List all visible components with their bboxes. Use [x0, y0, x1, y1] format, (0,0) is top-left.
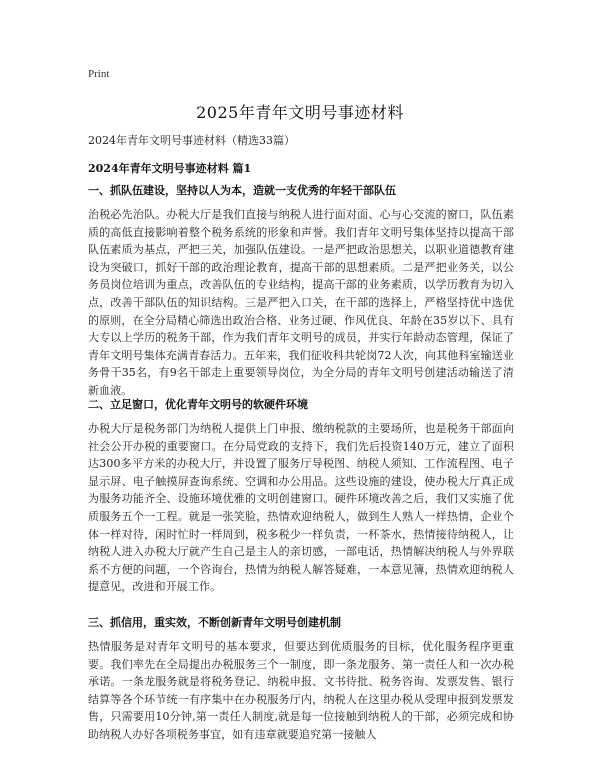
article-title: 2024年青年文明号事迹材料 篇1 [88, 162, 252, 175]
section-body-1: 治税必先治队。办税大厅是我们直接与纳税人进行面对面、心与心交流的窗口，队伍素质的高低直接影响着整个税务系统的形象和声誉。我们青年文明号集体坚持以提高干部队伍素质为基点，严把三关，加强队伍建设。一是严把政治思想关，以职业道德教育建设为突破口，抓好干部的政治理论教育，提高干部的思想素质。二是严把业务关，以公务员岗位培训为重点，改善队伍的专业结构，提高干部的业务素质，以学历教育为切入点，改善干部队伍的知识结构。三是严把入口关，在干部的选择上，严格坚持优中选优的原则，在全分局精心筛选出政治合格、业务过硬、作风优良、年龄在35岁以下、具有大专以上学历的税务干部，作为我们青年文明号的成员，并实行年龄动态管理，保证了青年文明号集体充满青春活力。五年来，我们征收科共轮岗72人次，向其他科室输送业务骨干35名，有9名干部走上重要领导岗位，为全分局的青年文明号创建活动输送了清新血液。 [88, 208, 514, 397]
print-link[interactable]: Print [88, 68, 110, 80]
section-heading-1: 一、抓队伍建设，坚持以人为本，造就一支优秀的年轻干部队伍 [88, 184, 396, 197]
section-heading-3: 三、抓信用，重实效，不断创新青年文明号创建机制 [88, 616, 341, 629]
section-heading-2: 二、立足窗口，优化青年文明号的软硬件环境 [88, 398, 308, 411]
section-body-3: 热情服务是对青年文明号的基本要求，但要达到优质服务的目标，优化服务程序更重要。我们率先在全局提出办税服务三个一制度，即一条龙服务、第一责任人和一次办税承诺。一条龙服务就是将税务登记、纳税申报、文书待批、税务咨询、发票发售、银行结算等各个环节统一有序集中在办税服务厅内，纳税人在这里办税从受理申报到发票发售，只需要用10分钟,第一责任人制度,就是每一位接触到纳税人的干部，必须完成和协助纳税人办好各项税务事宜，如有违章就要追究第一接触人 [88, 640, 514, 741]
section-body-2: 办税大厅是税务部门为纳税人提供上门申报、缴纳税款的主要场所，也是税务干部面向社会公开办税的重要窗口。在分局党政的支持下，我们先后投资140万元，建立了面积达300多平方米的办税大厅，并设置了服务厅导税图、纳税人须知、工作流程图、电子显示屏、电子触摸屏查询系统、空调和办公用品。这些设施的建设，使办税大厅真正成为服务功能齐全、设施环境优雅的文明创建窗口。硬件环境改善之后，我们又实施了优质服务五个一工程。就是一张笑脸，热情欢迎纳税人，做到生人熟人一样热情，企业个体一样对待，闲时忙时一样周到，税多税少一样负责，一杯茶水，热情接待纳税人，让纳税人进入办税大厅就产生自己是主人的亲切感，一部电话，热情解决纳税人与外界联系不方便的问题，一个咨询台，热情为纳税人解答疑难，一本意见簿，热情欢迎纳税人提意见，改进和开展工作。 [88, 422, 514, 594]
document-title: 2025年青年文明号事迹材料 [196, 103, 404, 122]
document-subtitle: 2024年青年文明号事迹材料（精选33篇） [88, 134, 295, 147]
